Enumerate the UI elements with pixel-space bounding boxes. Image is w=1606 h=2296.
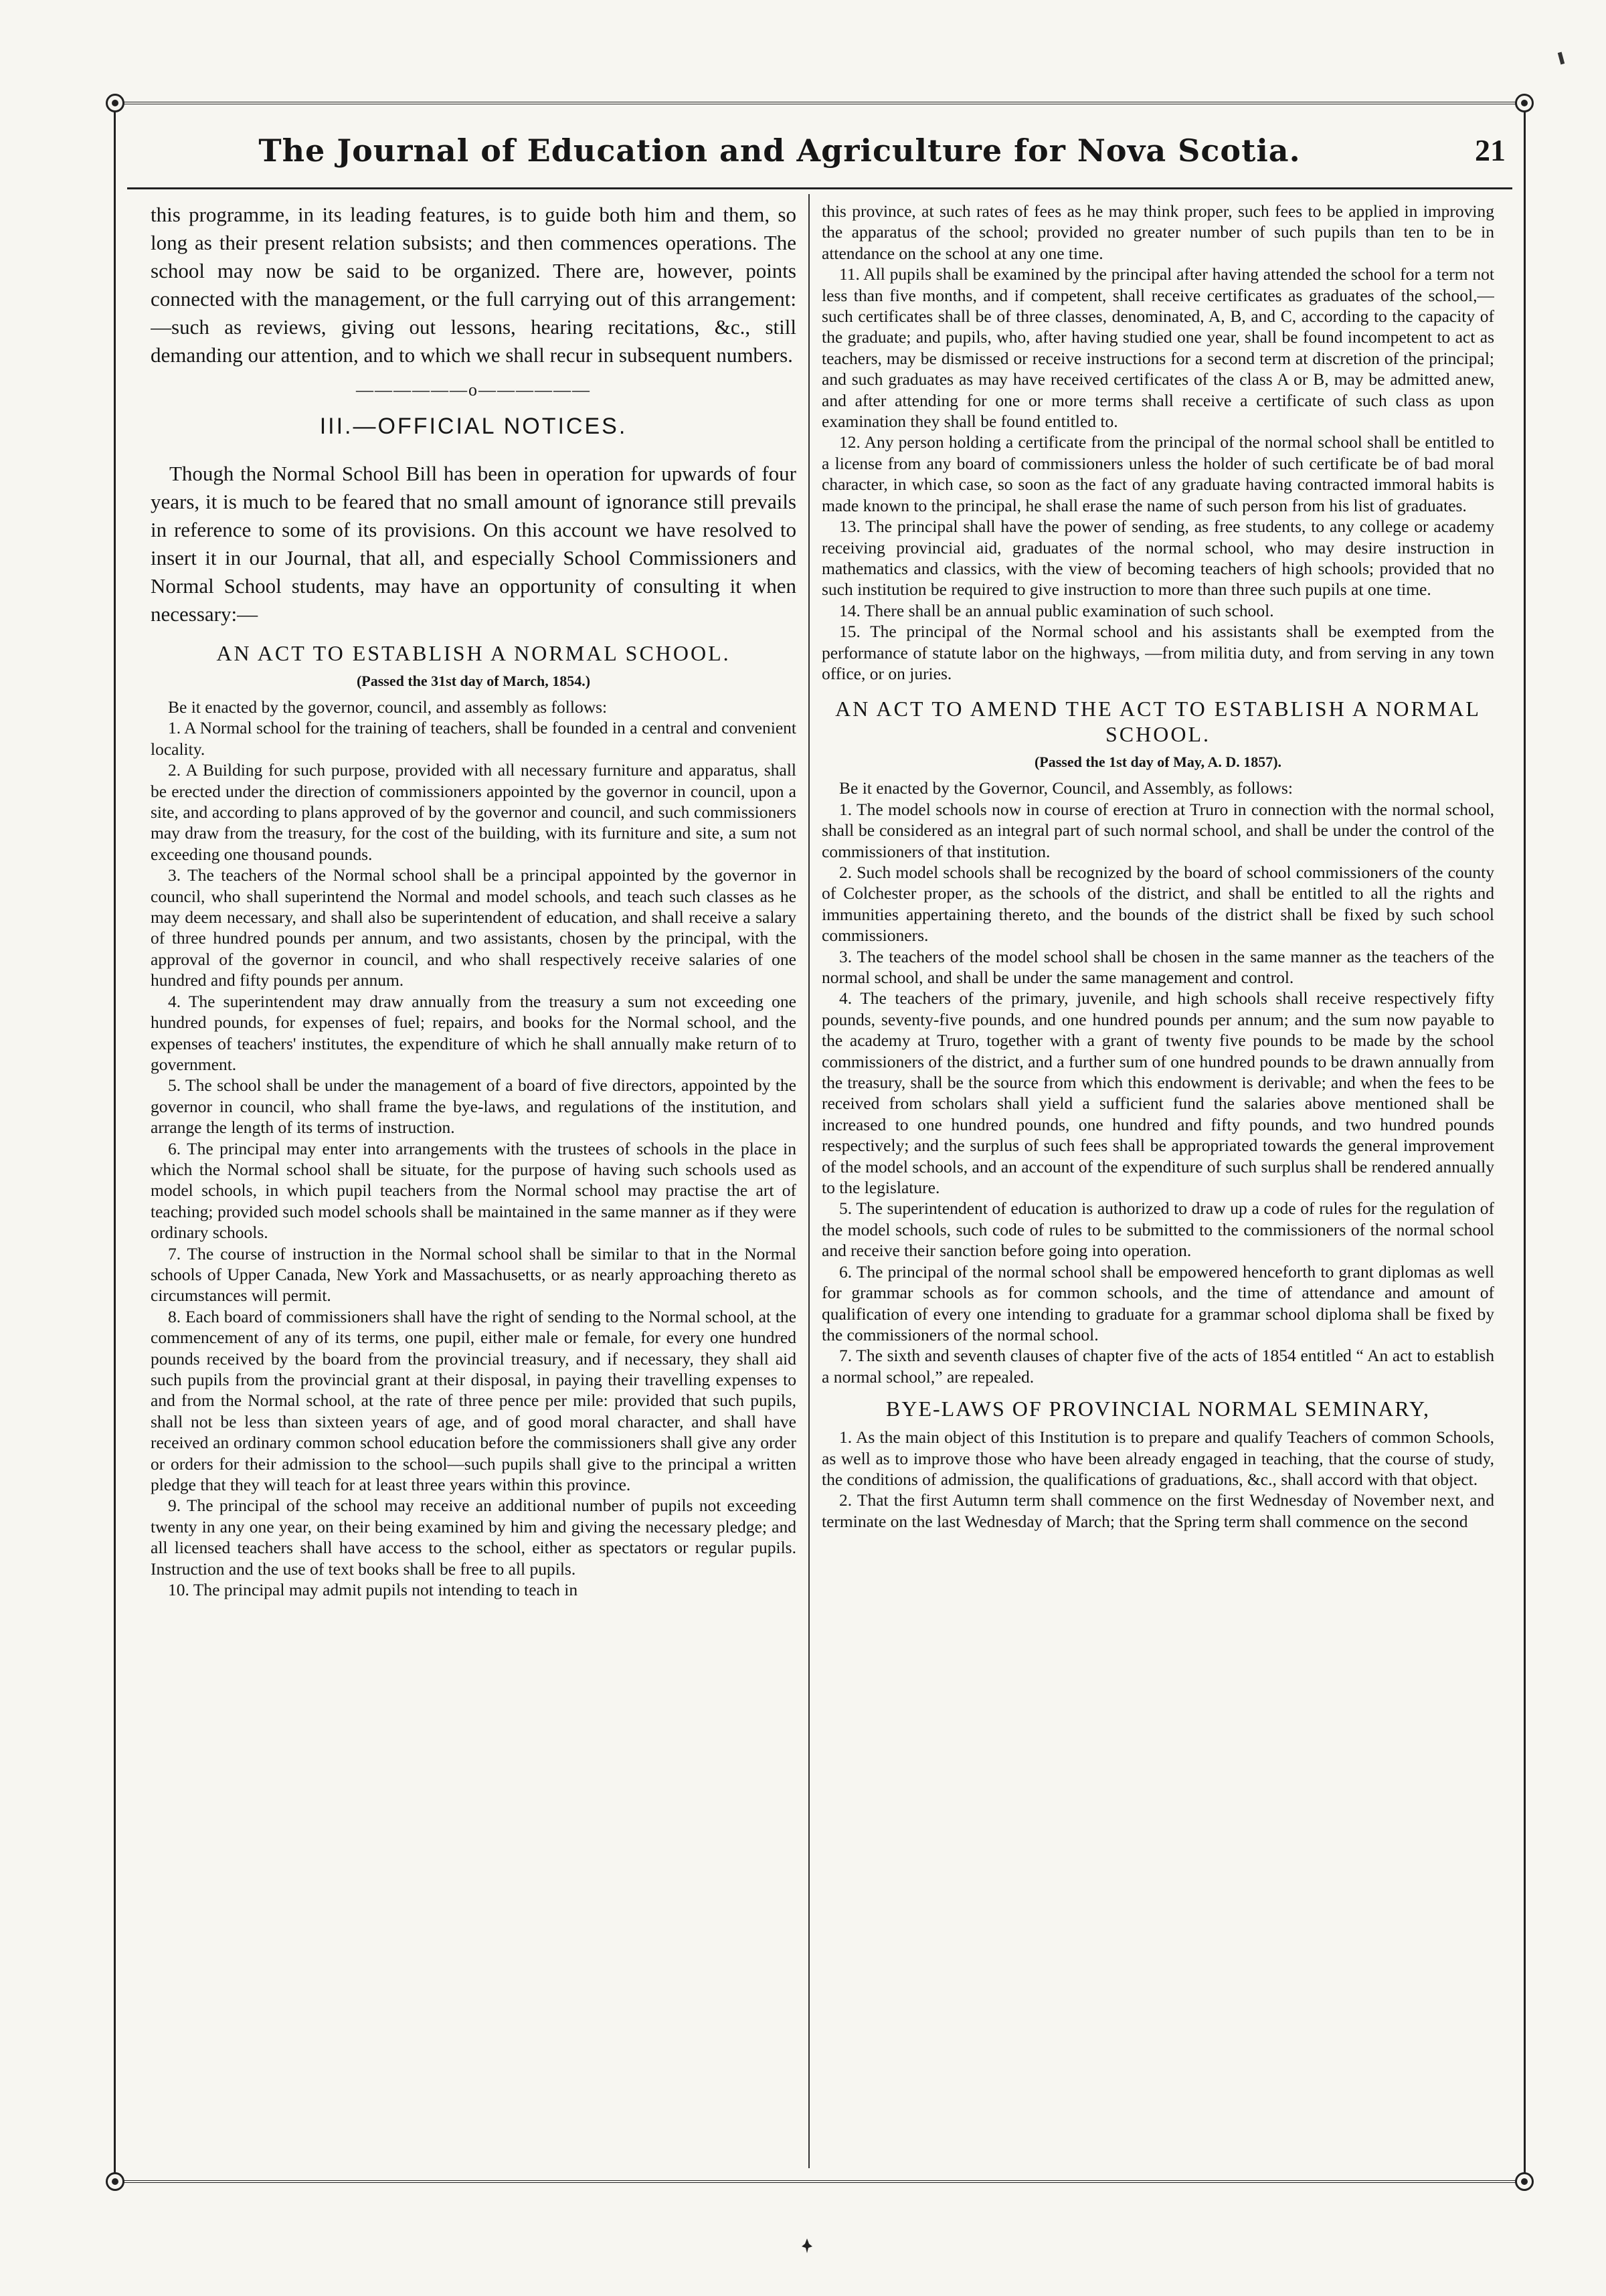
act-paragraph: 9. The principal of the school may receive an additional number of pupils not exceeding twenty in any one year, on their being examined by him and giving the necessary pledge; and all licensed teachers shall have access to the school, either as spectators or regular pupils. Instruction and the use of text books shall be free to all pupils.: [151, 1496, 796, 1579]
act-paragraph: 2. A Building for such purpose, provided with all necessary furniture and apparatus, shall be erected under the direction of commissioners appointed by the governor in council, upon a site, and according to plans approved of by the governor and council, and such commissioners may draw from the treasury, for the cost of the building, with its furniture and site, a sum not exceeding one thousand pounds.: [151, 760, 796, 864]
corner-ornament-icon: [1515, 94, 1534, 112]
act-paragraph: 7. The course of instruction in the Normal school shall be similar to that in the Normal schools of Upper Canada, New York and Massachusetts, or as nearly approaching thereto as circumstances will permit.: [151, 1243, 796, 1306]
byelaw-paragraph: 2. That the first Autumn term shall commence on the first Wednesday of November next, and terminate on the last Wednesday of March; that the Spring term shall commence on the second: [822, 1490, 1494, 1531]
running-header: [127, 127, 1512, 189]
column-divider: [808, 194, 810, 2168]
act-paragraph: 1. A Normal school for the training of teachers, shall be founded in a central and convenient locality.: [151, 718, 796, 759]
journal-title: The Journal of Education and Agriculture for Nova Scotia.: [258, 133, 1301, 169]
act-paragraph: Be it enacted by the governor, council, and assembly as follows:: [168, 697, 608, 717]
border-right: [1524, 102, 1526, 2182]
corner-ornament-icon: [1515, 2172, 1534, 2191]
act-paragraph: 6. The principal may enter into arrangements with the trustees of schools in the place in which the Normal school shall be situate, for the purpose of having such schools used as model schools, in which pupil teachers from the Normal school may practise the art of teaching; provided such model schools shall be maintained in the same manner as if they were ordinary schools.: [151, 1138, 796, 1243]
amending-act-paragraph: 3. The teachers of the model school shall be chosen in the same manner as the teachers of the normal school, and shall be under the same management and control.: [822, 946, 1494, 987]
section-separator: ——————o——————: [356, 380, 591, 400]
border-bottom: [114, 2180, 1526, 2183]
amending-act-paragraph: 1. The model schools now in course of erection at Truro in connection with the normal school, shall be considered as an integral part of such normal school, and shall be under the control of the commissioners of that institution.: [822, 799, 1494, 861]
printer-ornament-icon: [802, 2238, 812, 2253]
ink-mark: [1558, 52, 1565, 65]
section-heading: III.—OFFICIAL NOTICES.: [319, 414, 628, 439]
border-top: [114, 102, 1526, 104]
act-paragraph: 10. The principal may admit pupils not intending to teach in: [168, 1580, 578, 1600]
intro-paragraph: this programme, in its leading features, is to guide both him and them, so long as their present relation subsists; and then commences operations. The school may now be said to be organized. There are, however, points connected with the management, or the full carrying out of this arrangement:—such as reviews, giving out lessons, hearing recitations, &c., still demanding our attention, and to which we shall recur in subsequent numbers.: [151, 203, 796, 367]
amending-act-paragraph: 2. Such model schools shall be recognized by the board of school commissioners of the county of Colchester proper, as the schools of the district, and shall be entitled to all the rights and immunities appertaining thereto, and the bounds of the district shall be fixed by such school commissioners.: [822, 862, 1494, 946]
notice-paragraph: Though the Normal School Bill has been in operation for upwards of four years, it is much to be feared that no small amount of ignorance still prevails in reference to some of its provisions. On this account we have resolved to insert it in our Journal, that all, and especially School Commissioners and Normal School students, may have an opportunity of consulting it when necessary:—: [151, 462, 796, 626]
amending-act-paragraph: Be it enacted by the Governor, Council, and Assembly, as follows:: [839, 778, 1293, 798]
left-column: [151, 201, 796, 2165]
act-paragraph: 5. The school shall be under the management of a board of five directors, appointed by the governor in council, who shall frame the bye-laws, and regulations of the institution, and arrange the length of its terms of instruction.: [151, 1075, 796, 1138]
act-paragraph: 13. The principal shall have the power of sending, as free students, to any college or academy receiving provincial aid, graduates of the normal school, who may desire instruction in mathematics and classics, with the view of becoming teachers of high schools; provided that no such institution be required to give instruction to more than three such pupils at one time.: [822, 517, 1494, 600]
right-column: [822, 201, 1494, 2165]
border-left: [114, 102, 116, 2182]
act-paragraph: 4. The superintendent may draw annually from the treasury a sum not exceeding one hundred pounds, for expenses of fuel; repairs, and books for the Normal school, and the expenses of teachers' institutes, the expenditure of which he shall annually make return of to government.: [151, 991, 796, 1074]
corner-ornament-icon: [106, 94, 124, 112]
page-number: 21: [1475, 133, 1506, 167]
act-paragraph: 8. Each board of commissioners shall have the right of sending to the Normal school, at the commencement of any of its terms, one pupil, either male or female, for every one hundred pounds received by the board from the provincial treasury, and if necessary, they shall aid such pupils from the provincial grant at their disposal, in paying their travelling expenses to and from the Normal school, at the rate of three pence per mile: provided that such pupils, shall not be less than sixteen years of age, and of good moral character, and shall have received an ordinary common school education before the commissioners shall give any order or orders for their admission to the school—such pupils shall give to the principal a written pledge that they will teach for at least three years within this province.: [151, 1306, 796, 1495]
act-paragraph: 12. Any person holding a certificate from the principal of the normal school shall be entitled to a license from any board of commissioners unless the holder of such certificate be of bad moral character, in which case, so soon as the fact of any graduate having contracted immoral habits is made known to the principal, he shall erase the name of such person from his list of graduates.: [822, 432, 1494, 515]
act-paragraph: 14. There shall be an annual public examination of such school.: [839, 600, 1274, 620]
amending-act-date: (Passed the 1st day of May, A. D. 1857).: [1034, 754, 1282, 771]
amending-act-paragraph: 6. The principal of the normal school shall be empowered henceforth to grant diplomas as well for grammar schools as for common schools, and the time of attendance and amount of qualification of every one intending to graduate for a grammar school diploma shall be fixed by the commissioners of the normal school.: [822, 1261, 1494, 1344]
act-paragraph: 3. The teachers of the Normal school shall be a principal appointed by the governor in council, who shall superintend the Normal and model schools, and teach such classes as he may deem necessary, and shall also be superintendent of education, and shall receive a salary of three hundred pounds per annum, and two assistants, chosen by the principal, with the approval of the governor in council, and who shall respectively receive salaries of one hundred and fifty pounds per annum.: [151, 865, 796, 990]
act-title: AN ACT TO ESTABLISH A NORMAL SCHOOL.: [216, 641, 731, 665]
act-paragraph: 15. The principal of the Normal school and his assistants shall be exempted from the performance of statute labor on the highways, —from militia duty, and from serving in any town office, or on juries.: [822, 622, 1494, 683]
byelaws-title: BYE-LAWS OF PROVINCIAL NORMAL SEMINARY,: [886, 1397, 1430, 1421]
amending-act-paragraph: 7. The sixth and seventh clauses of chapter five of the acts of 1854 entitled “ An act to establish a normal school,” are repealed.: [822, 1346, 1494, 1387]
act-paragraph: this province, at such rates of fees as he may think proper, such fees to be applied in improving the apparatus of the school; provided no greater number of such pupils than ten to be in attendance on the school at any one time.: [822, 201, 1494, 263]
act-date: (Passed the 31st day of March, 1854.): [356, 673, 591, 689]
corner-ornament-icon: [106, 2172, 124, 2191]
amending-act-paragraph: 5. The superintendent of education is authorized to draw up a code of rules for the regulation of the model schools, such code of rules to be submitted to the commissioners of the normal school and receive their sanction before going into operation.: [822, 1199, 1494, 1261]
act-paragraph: 11. All pupils shall be examined by the principal after having attended the school for a term not less than five months, and if competent, shall receive certificates as graduates of the school,—such certificates shall be of three classes, denominated, A, B, and C, according to the capacity of the graduate; and pupils, who, after having studied one year, shall be found incompetent to act as teachers, may be dismissed or receive instructions for a second term at discretion of the principal; and such graduates as may have received certificates of the class A or B, may be admitted anew, and after attending for one or more terms shall receive a certificate of such class as upon examination they shall be found entitled to.: [822, 264, 1494, 432]
byelaw-paragraph: 1. As the main object of this Institution is to prepare and qualify Teachers of common Schools, as well as to improve those who have been already engaged in teaching, that the course of study, the conditions of admission, the qualifications of graduations, &c., shall accord with that object.: [822, 1427, 1494, 1489]
amending-act-paragraph: 4. The teachers of the primary, juvenile, and high schools shall receive respectively fifty pounds, seventy-five pounds, and one hundred pounds per annum; and the sum now payable to the academy at Truro, together with a grant of twenty five pounds to be made by the school commissioners of the district, and a further sum of one hundred pounds to be drawn annually from the treasury, shall be the source from which this endowment is derivable; and when the fees to be received from scholars shall yield a sufficient fund the salaries above mentioned shall be increased to one hundred pounds, one hundred and fifty pounds, and two hundred pounds respectively; and the surplus of such fees shall be appropriated towards the general improvement of the model schools, and an account of the expenditure of such surplus shall be rendered annually to the legislature.: [822, 988, 1494, 1198]
amending-act-title: AN ACT TO AMEND THE ACT TO ESTABLISH A NORMAL SCHOOL.: [835, 697, 1481, 747]
